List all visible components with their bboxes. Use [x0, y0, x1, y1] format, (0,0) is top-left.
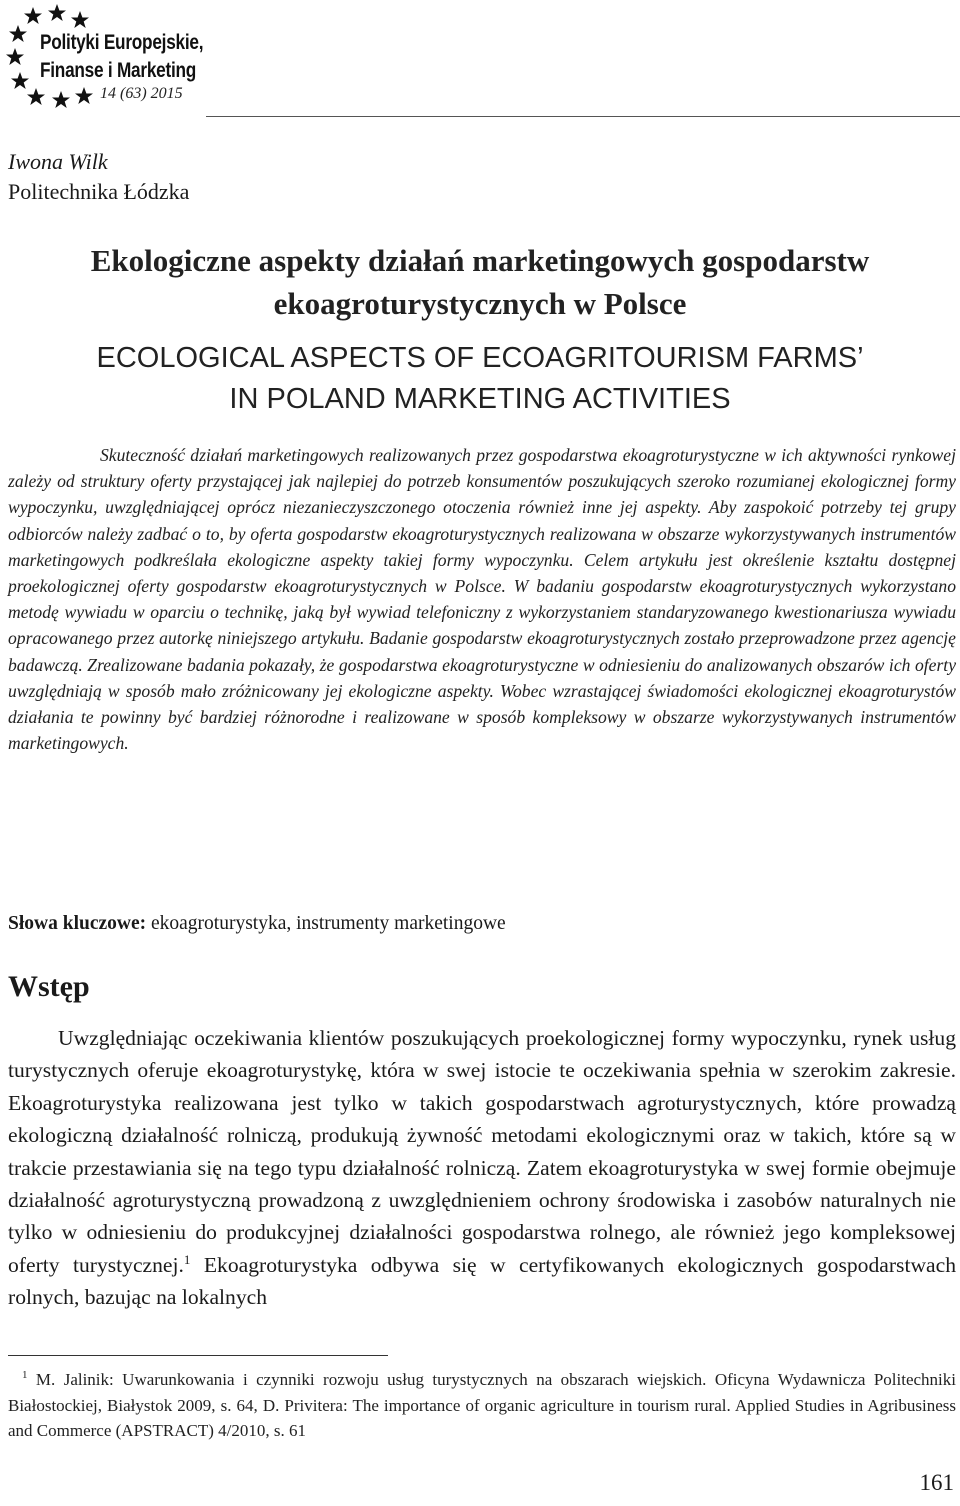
title-english-line2: IN POLAND MARKETING ACTIVITIES: [229, 383, 731, 415]
keywords-label: Słowa kluczowe:: [8, 913, 147, 934]
footnote-divider: [8, 1355, 388, 1356]
title-polish-line2: ekoagroturystycznych w Polsce: [273, 286, 687, 321]
title-polish-line1: Ekologiczne aspekty działań marketingowych gospodarstw: [90, 243, 870, 278]
footnote: [8, 1367, 956, 1444]
footnote-number: 1: [22, 1369, 28, 1381]
section-heading: Wstęp: [8, 970, 90, 1003]
journal-issue: 14 (63) 2015: [100, 85, 183, 102]
journal-name-line1: Polityki Europejskie,: [40, 31, 204, 54]
author-affiliation: Politechnika Łódzka: [8, 179, 190, 204]
keywords-text: ekoagroturystyka, instrumenty marketingowe: [146, 913, 506, 934]
keywords: [8, 913, 506, 935]
abstract: Skuteczność działań marketingowych realizowanych przez gospodarstwa ekoagroturystyczne w ich aktywności rynkowej zależy od struktury oferty przystającej jak najlepiej do potrzeb konsumentów poszukujących szeroko rozumianej ekologicznej formy wypoczynku, uwzględniającej oprócz niezanieczyszczonego otoczenia również inne jej aspekty. Aby zaspokoić potrzeby tej grupy odbiorców należy zadbać o to, by oferta gospodarstw ekoagroturystycznych realizowana w obszarze wykorzystywanych instrumentów marketingowych podkreślała ekologiczne aspekty takiej formy wypoczynku. Celem artykułu jest określenie kształtu dostępnej proekologicznej oferty gospodarstw ekoagroturystycznych w Polsce. W badaniu gospodarstw ekoagroturystycznych wykorzystano metodę wywiadu w oparciu o technikę, jaką był wywiad telefoniczny z wykorzystaniem standaryzowanego kwestionariusza wywiadu opracowanego przez autorkę niniejszego artykułu. Badanie gospodarstw ekoagroturystycznych zostało przeprowadzone przez agencję badawczą. Zrealizowane badania pokazały, że gospodarstwa ekoagroturystyczne w odniesieniu do analizowanych obszarów ich oferty uwzględniają w sposób mało zróżnicowany jej ekologiczne aspekty. Wobec wzrastającej świadomości ekologicznej ekoagroturystów działania te powinny być bardziej różnorodne i realizowane w sposób kompleksowy w obszarze wykorzystywanych instrumentów marketingowych.: [8, 445, 956, 754]
body-text-part1: Uwzględniając oczekiwania klientów poszukujących proekologicznej formy wypoczynku, rynek usług turystycznych oferuje ekoagroturystykę, która w swej istocie te oczekiwania spełnia w szerokim zakresie. Ekoagroturystyka realizowana jest tylko w takich gospodarstwach agroturystycznych, które prowadzą ekologiczną działalność rolniczą, produkują żywność metodami ekologicznymi oraz w takich, które są w trakcie przestawiania się na tego typu działalność rolniczą. Zatem ekoagroturystyka w swej formie obejmuje działalność agroturystyczną prowadzoną z uwzględnieniem ochrony środowiska i zasobów naturalnych nie tylko w odniesieniu do produkcyjnej działalności gospodarstwa rolnego, ale również jego kompleksowej oferty turystycznej.: [8, 1026, 956, 1277]
body-text-part2: Ekoagroturystyka odbywa się w certyfikowanych ekologicznych gospodarstwach rolnych, bazując na lokalnych: [8, 1252, 957, 1310]
author-name: Iwona Wilk: [8, 149, 108, 174]
footnote-text: M. Jalinik: Uwarunkowania i czynniki rozwoju usług turystycznych na obszarach wiejskich. Oficyna Wydawnicza Politechniki Białostockiej, Białystok 2009, s. 64, D. Privitera: The importance of organic agriculture in tourism rural. Applied Studies in Agribusiness and Commerce (APSTRACT) 4/2010, s. 61: [8, 1370, 956, 1440]
title-english-line1: ECOLOGICAL ASPECTS OF ECOAGRITOURISM FARMS’: [96, 342, 864, 374]
body-paragraph: [8, 1022, 956, 1314]
footnote-reference[interactable]: 1: [183, 1251, 191, 1267]
page-number: 161: [919, 1470, 954, 1495]
journal-name-line2: Finanse i Marketing: [40, 59, 197, 82]
header-divider: [206, 116, 960, 117]
